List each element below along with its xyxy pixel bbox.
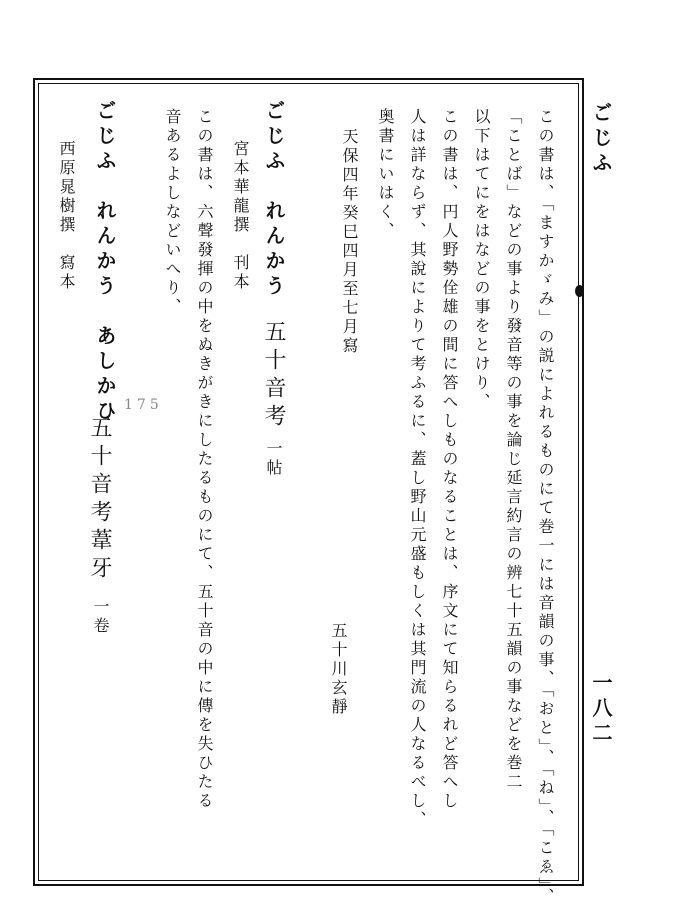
entry3-title: 五十音考葦牙 xyxy=(87,416,112,584)
margin-note: 175 xyxy=(124,397,163,413)
entry1-body-line-3: 以下はてにをはなどの事をとけり、 xyxy=(472,108,491,412)
page-border-inner xyxy=(38,83,579,881)
running-head: ごじふ xyxy=(589,102,613,177)
ink-mark xyxy=(575,285,584,297)
page-number: 一八二 xyxy=(589,672,613,747)
entry3-volumes: 一卷 xyxy=(91,598,110,636)
entry2-edition: 宮本華龍撰 刊本 xyxy=(231,140,250,292)
entry2-title: 五十音考 xyxy=(261,320,286,432)
entry1-body-line-1: この書は、「ますかゞみ」の説によれるものにて巻一には音韻の事、「おと」、「ね」、「こゑ」、 xyxy=(536,108,555,907)
entry1-colophon: 天保四年癸巳四月至七月寫 xyxy=(340,128,359,356)
entry2-heading: ごじふ れんかう xyxy=(262,100,286,300)
entry3-heading: ごじふ れんかう あしかひ xyxy=(93,100,117,425)
entry1-body-line-6: 奥書にいはく、 xyxy=(376,108,395,241)
entry1-body-line-4: この書は、円人野勢佺雄の間に答へしものなることは、序文にて知らるれど答へし xyxy=(440,108,459,811)
entry1-author: 五十川玄靜 xyxy=(329,622,348,717)
entry3-edition: 西原晁樹撰 寫本 xyxy=(57,140,76,292)
entry2-volumes: 一帖 xyxy=(264,440,283,478)
entry1-body-line-2: 「ことば」などの事より發音等の事を論じ延言約言の辨七十五韻の事などを巻二 xyxy=(504,108,523,792)
entry2-body-line-1: この書は、六聲發揮の中をぬきがきにしたるものにて、五十音の中に傳を失ひたる xyxy=(195,108,214,811)
entry1-body-line-5: 人は詳ならず、其說によりて考ふるに、蓋し野山元盛もしくは其門流の人なるべし、 xyxy=(408,108,427,830)
entry2-body-line-2: 音あるよしなどいへり、 xyxy=(163,108,182,317)
